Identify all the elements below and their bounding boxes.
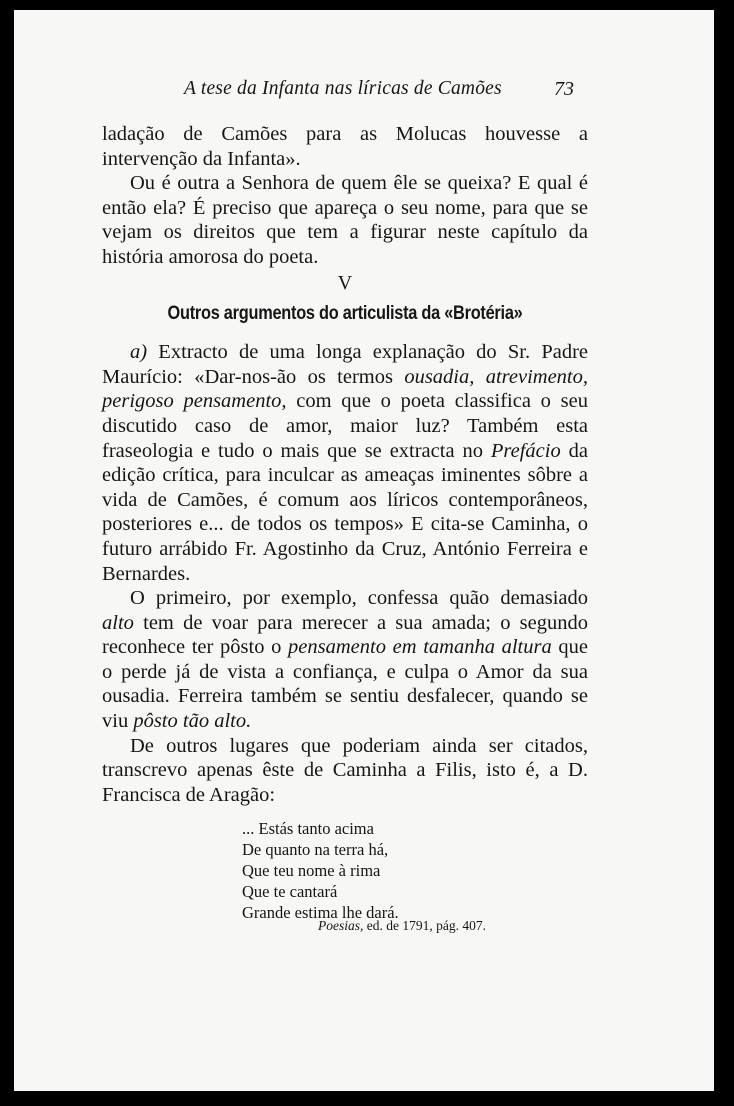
verse-line: Que teu nome à rima [242, 861, 381, 880]
italic-run: ousadia, atrevimento, perigoso pensamento, [102, 365, 588, 413]
paragraph-continuation: ladação de Camões para as Molucas houvesse a intervenção da Infanta». [102, 123, 588, 170]
verse-line: De quanto na terra há, [242, 840, 389, 859]
text-run: que o perde já de vista a confiança, e culpa o Amor da sua ousadia. Ferreira também se sentiu desfalecer, quando se viu [102, 636, 588, 733]
italic-run: alto [102, 611, 134, 634]
running-title: A tese da Infanta nas líricas de Camões [184, 78, 502, 99]
italic-run: pôsto tão alto. [133, 710, 252, 733]
verse-line: ... Estás tanto acima [242, 819, 374, 838]
page-number: 73 [554, 78, 574, 100]
verse-line: Que te cantará [242, 882, 338, 901]
verse-line: Grande estima lhe dará. [242, 903, 399, 922]
item-label: a) [130, 341, 148, 364]
paragraph-transcription: De outros lugares que poderiam ainda ser citados, transcrevo apenas êste de Caminha a Filis, isto é, a D. Francisca de Aragão: [102, 734, 588, 806]
paragraph-question: Ou é outra a Senhora de quem êle se queixa? E qual é então ela? É preciso que apareça o seu nome, para que se vejam os direitos que tem a figurar neste capítulo da história amorosa do poeta. [102, 172, 588, 268]
section-heading: Outros argumentos do articulista da «Brotéria» [167, 302, 523, 324]
page-body [102, 122, 588, 807]
citation-details: ed. de 1791, pág. 407. [363, 918, 486, 933]
text-run: da edição crítica, para inculcar as ameaças iminentes sôbre a vida de Camões, é comum aos líricos contemporâneos, posteriores e... de todos os tempos» E cita-se Caminha, o futuro arrábido Fr. Agostinho da Cruz, António Ferreira e Bernardes. [102, 439, 588, 585]
text-run: com que o poeta classifica o seu discutido caso de amor, maior luz? Também esta fraseologia e tudo o mais que se extracta no [102, 390, 588, 462]
verse-citation [318, 918, 486, 934]
text-run: Extracto de uma longa explanação do Sr. Padre Maurício: «Dar-nos-ão os termos [102, 341, 588, 388]
verse-quote [242, 818, 399, 923]
italic-run: pensamento em tamanha altura [288, 636, 552, 659]
book-page [14, 10, 714, 1091]
italic-run: Prefácio [490, 439, 561, 462]
paragraph-examples [102, 586, 588, 734]
text-run: O primeiro, por exemplo, confessa quão demasiado [130, 587, 588, 610]
section-numeral: V [337, 271, 353, 294]
text-run: tem de voar para merecer a sua amada; o segundo reconhece ter pôsto o [102, 611, 588, 659]
citation-work: Poesias, [318, 918, 364, 933]
paragraph-extract [102, 340, 588, 586]
